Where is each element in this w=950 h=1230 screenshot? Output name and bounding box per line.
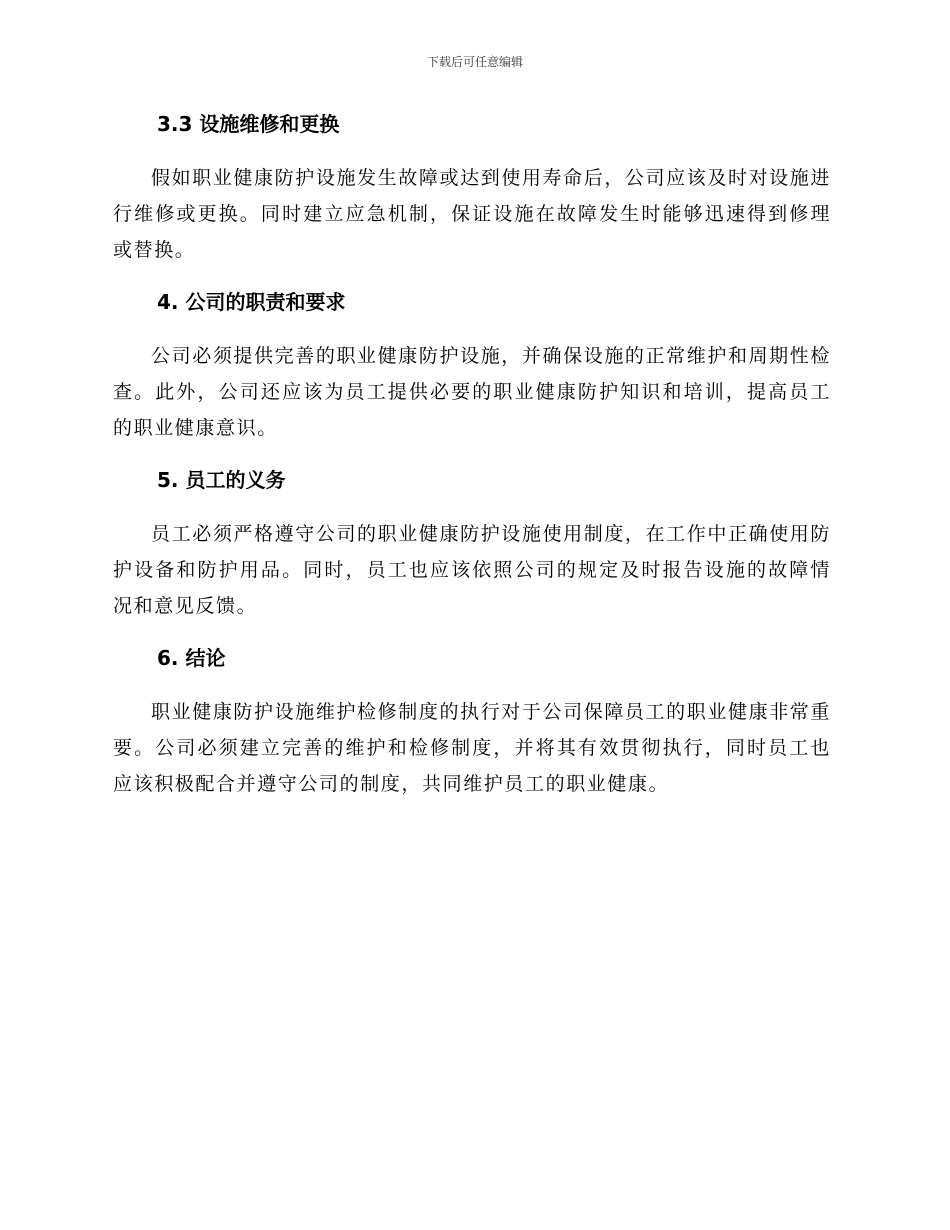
section-paragraph: 员工必须严格遵守公司的职业健康防护设施使用制度，在工作中正确使用防护设备和防护用品。同时，员工也应该依照公司的规定及时报告设施的故障情况和意见反馈。 — [113, 523, 831, 617]
section-heading: 5. 员工的义务 — [157, 468, 286, 492]
section-6 — [113, 640, 831, 802]
header-note: 下载后可任意编辑 — [426, 55, 523, 69]
section-heading: 3.3 设施维修和更换 — [157, 112, 340, 136]
section-paragraph: 公司必须提供完善的职业健康防护设施，并确保设施的正常维护和周期性检查。此外，公司还应该为员工提供必要的职业健康防护知识和培训，提高员工的职业健康意识。 — [113, 345, 831, 439]
section-paragraph: 职业健康防护设施维护检修制度的执行对于公司保障员工的职业健康非常重要。公司必须建立完善的维护和检修制度，并将其有效贯彻执行，同时员工也应该积极配合并遵守公司的制度，共同维护员工的职业健康。 — [113, 701, 831, 795]
section-paragraph: 假如职业健康防护设施发生故障或达到使用寿命后，公司应该及时对设施进行维修或更换。同时建立应急机制，保证设施在故障发生时能够迅速得到修理或替换。 — [113, 167, 831, 261]
section-heading: 6. 结论 — [157, 646, 226, 670]
document-body — [113, 106, 831, 818]
section-heading: 4. 公司的职责和要求 — [157, 290, 346, 314]
section-3-3 — [113, 106, 831, 268]
section-5 — [113, 462, 831, 624]
section-4 — [113, 284, 831, 446]
